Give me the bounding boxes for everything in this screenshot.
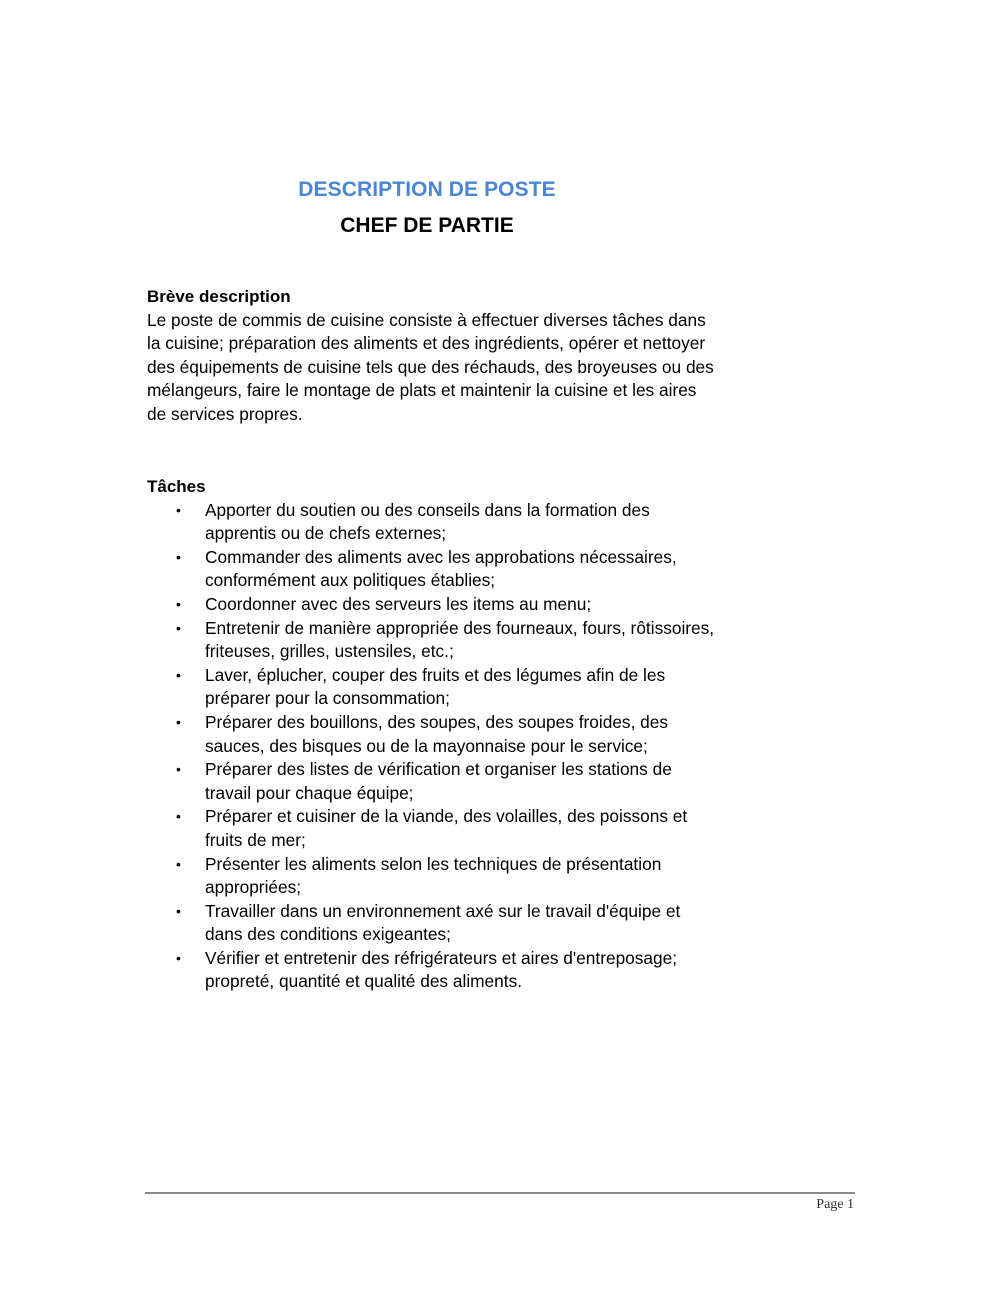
- task-text: Préparer et cuisiner de la viande, des volailles, des poissons et fruits de mer;: [205, 806, 688, 850]
- task-item: [147, 617, 717, 664]
- task-item: [147, 805, 717, 852]
- bullet-icon: •: [176, 949, 181, 966]
- task-item: [147, 499, 717, 546]
- brief-description-heading: Brève description: [147, 287, 291, 306]
- task-item: [147, 947, 717, 994]
- task-item: [147, 664, 717, 711]
- task-item: [147, 900, 717, 947]
- brief-description-section: [147, 285, 717, 427]
- page-number: Page 1: [816, 1197, 854, 1212]
- task-text: Coordonner avec des serveurs les items au menu;: [205, 593, 592, 614]
- bullet-icon: •: [176, 501, 181, 518]
- task-text: Travailler dans un environnement axé sur le travail d'équipe et dans des conditions exigeantes;: [205, 900, 681, 945]
- bullet-icon: •: [176, 855, 181, 872]
- task-item: [147, 593, 717, 617]
- bullet-icon: •: [176, 761, 181, 778]
- tasks-section: [147, 475, 717, 994]
- task-text: Préparer des listes de vérification et organiser les stations de travail pour chaque équipe;: [205, 759, 672, 803]
- title-block: [147, 176, 707, 240]
- bullet-icon: •: [176, 713, 181, 730]
- task-text: Commander des aliments avec les approbations nécessaires, conformément aux politiques établies;: [205, 546, 677, 591]
- bullet-icon: •: [176, 548, 181, 565]
- task-item: [147, 546, 717, 593]
- bullet-icon: •: [176, 666, 181, 683]
- document-subtitle: CHEF DE PARTIE: [340, 214, 514, 237]
- task-text: Apporter du soutien ou des conseils dans la formation des apprentis ou de chefs externes;: [205, 499, 650, 544]
- bullet-icon: •: [176, 902, 181, 919]
- task-item: [147, 853, 717, 900]
- task-text: Entretenir de manière appropriée des fourneaux, fours, rôtissoires, friteuses, grilles, ustensiles, etc.;: [205, 617, 715, 662]
- document-title: DESCRIPTION DE POSTE: [298, 178, 556, 201]
- bullet-icon: •: [176, 619, 181, 636]
- task-text: Préparer des bouillons, des soupes, des soupes froides, des sauces, des bisques ou de la mayonnaise pour le service;: [205, 711, 669, 756]
- brief-description-text: Le poste de commis de cuisine consiste à effectuer diverses tâches dans la cuisine; préparation des aliments et des ingrédients, opérer et nettoyer des équipements de cuisine tels que des réchauds, des broyeuses ou des mélangeurs, faire le montage de plats et maintenir la cuisine et les aires de services propres.: [147, 309, 714, 424]
- task-item: [147, 758, 717, 805]
- footer-divider: [145, 1192, 855, 1194]
- bullet-icon: •: [176, 595, 181, 612]
- bullet-icon: •: [176, 808, 181, 825]
- task-text: Présenter les aliments selon les techniques de présentation appropriées;: [205, 853, 662, 898]
- tasks-heading: Tâches: [147, 477, 206, 496]
- task-text: Laver, éplucher, couper des fruits et des légumes afin de les préparer pour la consommation;: [205, 664, 666, 709]
- task-list: [147, 499, 717, 994]
- task-item: [147, 711, 717, 758]
- task-text: Vérifier et entretenir des réfrigérateurs et aires d'entreposage; propreté, quantité et qualité des aliments.: [205, 947, 678, 992]
